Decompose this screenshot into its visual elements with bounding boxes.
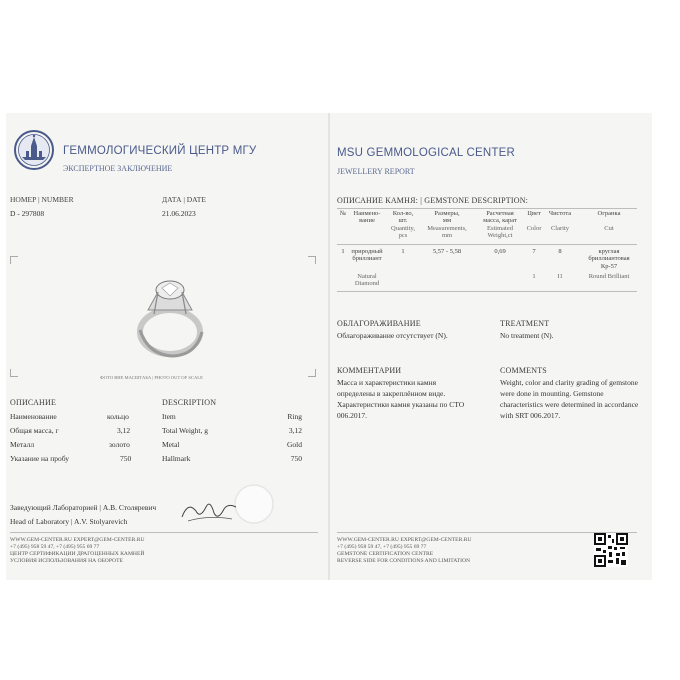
table-cell: круглая бриллиантовая Кр-57 [588,248,630,270]
footer-rule [10,532,318,533]
comments-ru-heading: КОММЕНТАРИИ [337,366,402,375]
qr-code-icon [594,533,628,567]
table-cell: 1 [341,248,345,255]
col-header: Наимено- вание [353,210,381,225]
number-value: D - 297808 [10,209,45,218]
col-header: Огранка [597,210,621,217]
col-header: Расчетная масса, карат [483,210,517,225]
table-cell: 5,57 - 5,58 [432,248,462,255]
treatment-en-heading: TREATMENT [500,319,550,328]
org-title-ru: ГЕММОЛОГИЧЕСКИЙ ЦЕНТР МГУ [63,145,257,157]
signature [178,495,240,527]
desc-ru-label: Указание на пробу [10,454,70,463]
table-cell: 1 [401,248,405,255]
photo-frame-corner [10,376,18,377]
org-subtitle-en: JEWELLERY REPORT [337,167,415,176]
desc-en-label: Item [162,412,176,421]
treatment-en-text: No treatment (N). [500,331,554,340]
desc-en-heading: DESCRIPTION [162,398,217,407]
footer-line: +7 (495) 958 59 47, +7 (495) 955 69 77 [337,544,427,550]
head-of-lab-en: Head of Laboratory | A.V. Stolyarevich [10,517,128,526]
number-label: НОМЕР | NUMBER [10,195,74,204]
desc-en-value: 750 [290,454,302,463]
desc-ru-value: 750 [120,454,132,463]
table-cell-en: 1 [532,273,536,280]
desc-en-label: Total Weight, g [162,426,209,435]
desc-ru-value: кольцо [107,412,129,421]
footer-line: +7 (495) 958 59 47, +7 (495) 955 69 77 [10,544,100,550]
col-header: Чистота [548,210,572,217]
photo-frame-corner [10,256,18,257]
col-header-en: Estimated Weight,ct [487,225,513,240]
col-header: Цвет [527,210,541,217]
desc-ru-value: 3,12 [117,426,131,435]
table-cell: 7 [532,248,536,255]
table-rule-mid [337,244,637,245]
desc-en-label: Hallmark [162,454,191,463]
photo-frame-corner [315,256,316,264]
col-header: Кол-во, шт. [392,210,414,225]
head-of-lab-ru: Заведующий Лабораторией | А.В. Столяревич [10,503,157,512]
msu-logo-icon [13,129,55,171]
footer-line: GEMSTONE CERTIFICATION CENTRE [337,551,434,557]
footer-line: REVERSE SIDE FOR CONDITIONS AND LIMITATION [337,558,471,564]
footer-rule [337,532,637,533]
desc-en-value: Ring [287,412,302,421]
photo-frame-corner [315,369,316,377]
table-cell-en: Round Brilliant [588,273,630,280]
comments-en-heading: COMMENTS [500,366,547,375]
date-label: ДАТА | DATE [162,195,206,204]
ring-photo [118,270,218,365]
col-header: Размеры, мм [434,210,460,225]
col-header-en: Cut [604,225,614,232]
comments-en-text: Weight, color and clarity grading of gemstone were done in mounting. Gemstone characteristics were determined in accordance with SRT 006.2017. [500,378,639,420]
table-cell: 8 [558,248,562,255]
footer-line: УСЛОВИЯ ИСПОЛЬЗОВАНИЯ НА ОБОРОТЕ [10,558,123,564]
footer-line: ЦЕНТР СЕРТИФИКАЦИИ ДРАГОЦЕННЫХ КАМНЕЙ [10,551,145,557]
desc-en-label: Metal [162,440,180,449]
photo-frame-corner [10,369,11,377]
desc-en-value: 3,12 [288,426,302,435]
date-value: 21.06.2023 [162,209,196,218]
treatment-ru-heading: ОБЛАГОРАЖИВАНИЕ [337,319,421,328]
desc-ru-value: золото [109,440,130,449]
desc-ru-heading: ОПИСАНИЕ [10,398,57,407]
desc-en-value: Gold [287,440,302,449]
table-cell-en: Natural Diamond [354,273,380,288]
footer-line: WWW.GEM-CENTER.RU EXPERT@GEM-CENTER.RU [337,537,472,543]
org-title-en: MSU GEMMOLOGICAL CENTER [337,147,515,159]
table-cell: 0,69 [494,248,506,255]
table-cell: природный бриллиант [351,248,383,263]
certificate-right-page [330,113,652,580]
comments-ru-text: Масса и характеристики камня определены в закреплённом виде. Характеристики камня указаны по СТО 006.2017. [337,378,465,420]
gemstone-heading: ОПИСАНИЕ КАМНЯ: | GEMSTONE DESCRIPTION: [337,196,529,205]
col-header-en: Measurements, mm [427,225,467,240]
photo-caption: ФОТО ВНЕ МАСШТАБА | PHOTO OUT OF SCALE [100,375,203,380]
table-rule-bottom [337,291,637,292]
desc-ru-label: Наименование [10,412,57,421]
treatment-ru-text: Облагораживание отсутствует (N). [337,331,448,340]
gemstone-table [337,210,637,292]
photo-frame-corner [10,256,11,264]
org-subtitle-ru: ЭКСПЕРТНОЕ ЗАКЛЮЧЕНИЕ [63,164,173,173]
col-header: № [339,210,347,217]
desc-ru-label: Общая масса, г [10,426,59,435]
table-cell-en: I1 [557,273,563,280]
desc-ru-label: Металл [10,440,35,449]
table-rule-top [337,208,637,209]
col-header-en: Clarity [550,225,570,232]
footer-line: WWW.GEM-CENTER.RU EXPERT@GEM-CENTER.RU [10,537,145,543]
col-header-en: Color [526,225,542,232]
col-header-en: Quantity, pcs [391,225,415,240]
